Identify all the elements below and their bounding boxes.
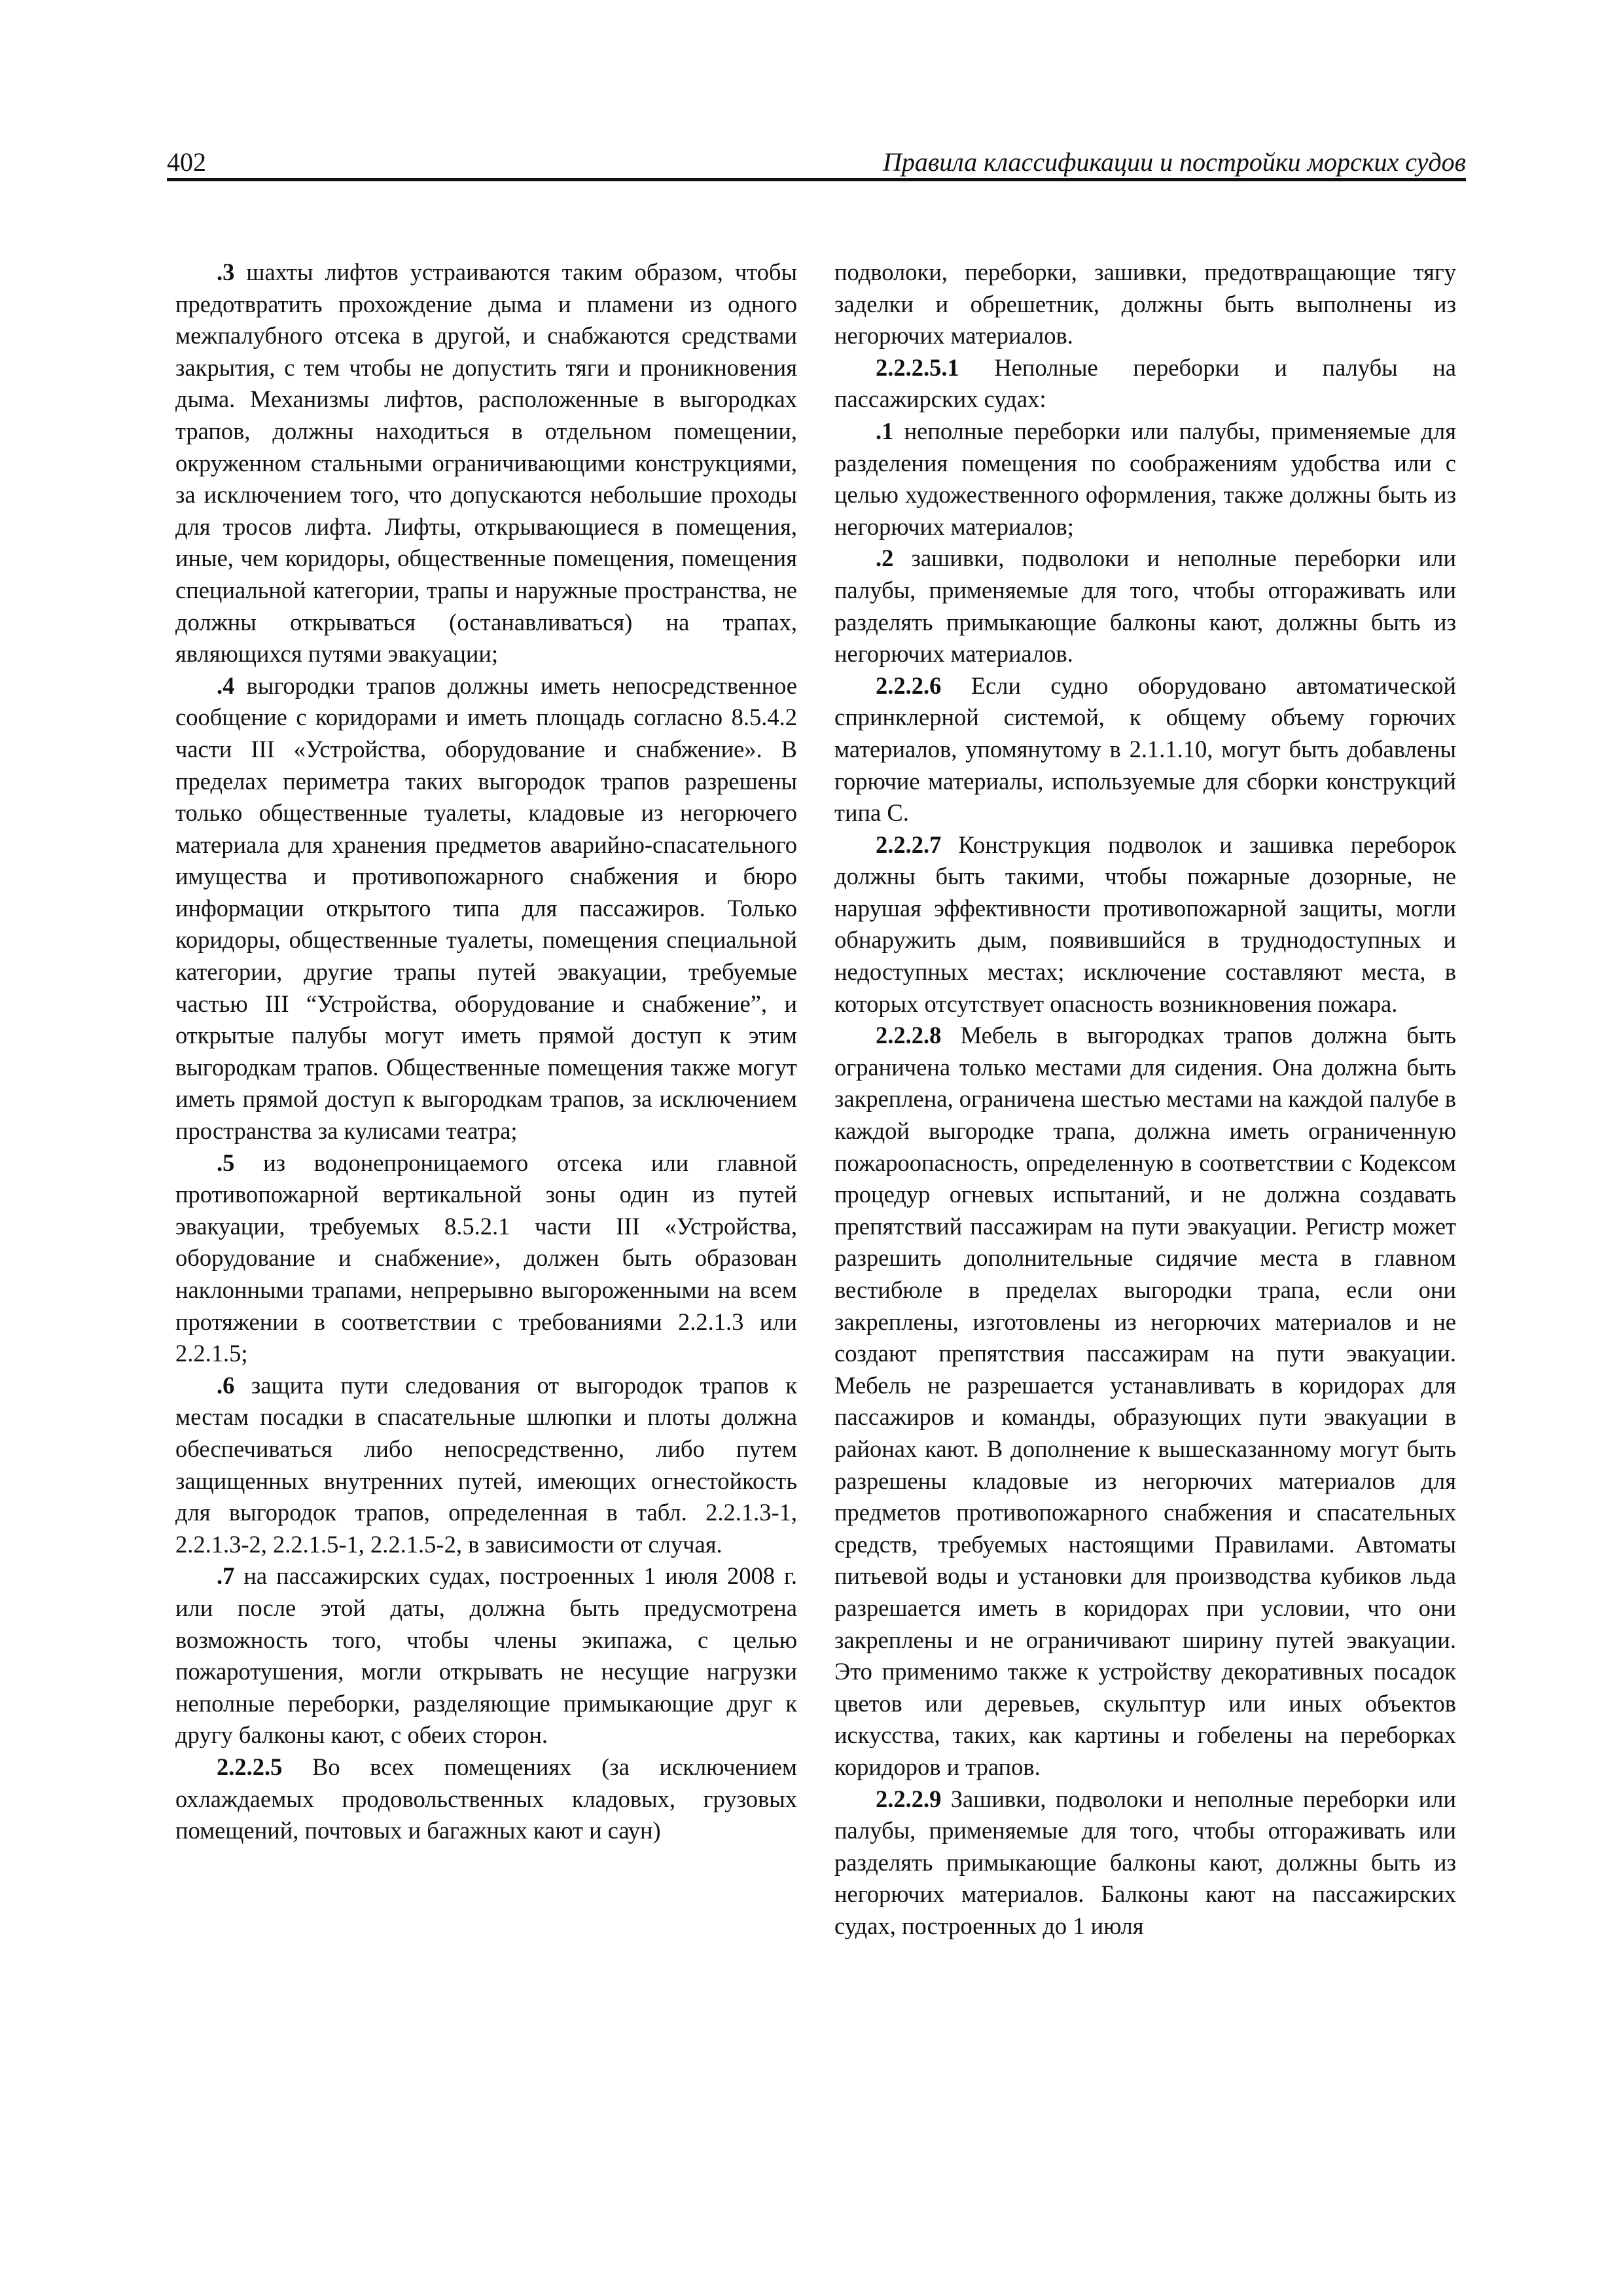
header-rule — [167, 178, 1466, 181]
left-column — [175, 257, 797, 1847]
running-title: Правила классификации и постройки морских судов — [882, 147, 1466, 177]
right-column — [834, 257, 1456, 1942]
paragraph-continuation: подволоки, переборки, зашивки, предотвращающие тягу заделки и обрешетник, должны быть выполнены из негорючих материалов. — [834, 259, 1456, 350]
paragraph: 2.2.2.5.1 Неполные переборки и палубы на пассажирских судах: — [834, 353, 1456, 413]
paragraph: .2 зашивки, подволоки и неполные переборки или палубы, применяемые для того, чтобы отгораживать или разделять примыкающие балконы кают, должны быть из негорючих материалов. — [834, 545, 1456, 668]
paragraph: 2.2.2.5 Во всех помещениях (за исключением охлаждаемых продовольственных кладовых, грузовых помещений, почтовых и багажных кают и саун) — [175, 1753, 797, 1844]
paragraph: .1 неполные переборки или палубы, применяемые для разделения помещения по соображениям удобства или с целью художественного оформления, также должны быть из негорючих материалов; — [834, 417, 1456, 540]
paragraph: 2.2.2.6 Если судно оборудовано автоматической спринклерной системой, к общему объему горючих материалов, упомянутому в 2.1.1.10, могут быть добавлены горючие материалы, используемые для сборки конструкций типа С. — [834, 672, 1456, 827]
paragraph: 2.2.2.8 Мебель в выгородках трапов должна быть ограничена только местами для сидения. Она должна быть закреплена, ограничена шестью местами на каждой палубе в каждой выгородке трапа, должна иметь ограниченную пожароопасность, определенную в соответствии с Кодексом процедур огневых испытаний, и не должна создавать препятствий пассажирам на пути эвакуации. Регистр может разрешить дополнительные сидячие места в главном вестибюле в пределах выгородки трапа, если они закреплены, изготовлены из негорючих материалов и не создают препятствия пассажирам на пути эвакуации. Мебель не разрешается устанавливать в коридорах для пассажиров и команды, образующих пути эвакуации в районах кают. В дополнение к вышесказанному могут быть разрешены кладовые из негорючих материалов для предметов противопожарного снабжения и спасательных средств, требуемых настоящими Правилами. Автоматы питьевой воды и установки для производства кубиков льда разрешается иметь в коридорах при условии, что они закреплены и не ограничивают ширину путей эвакуации. Это применимо также к устройству декоративных посадок цветов или деревьев, скульптур или иных объектов искусства, таких, как картины и гобелены на переборках коридоров и трапов. — [834, 1022, 1456, 1780]
paragraph: .7 на пассажирских судах, построенных 1 июля 2008 г. или после этой даты, должна быть предусмотрена возможность того, чтобы члены экипажа, с целью пожаротушения, могли открывать не несущие нагрузки неполные переборки, разделяющие примыкающие друг к другу балконы кают, с обеих сторон. — [175, 1562, 797, 1749]
paragraph: .6 защита пути следования от выгородок трапов к местам посадки в спасательные шлюпки и плоты должна обеспечиваться либо непосредственно, либо путем защищенных внутренних путей, имеющих огнестойкость для выгородок трапов, определенная в табл. 2.2.1.3-1, 2.2.1.3-2, 2.2.1.5-1, 2.2.1.5-2, в зависимости от случая. — [175, 1371, 797, 1558]
page-header — [167, 143, 1466, 179]
paragraph: .4 выгородки трапов должны иметь непосредственное сообщение с коридорами и иметь площадь согласно 8.5.4.2 части III «Устройства, оборудование и снабжение». В пределах периметра таких выгородок трапов разрешены только общественные туалеты, кладовые из негорючего материала для хранения предметов аварийно-спасательного имущества и противопожарного снабжения и бюро информации открытого типа для пассажиров. Только коридоры, общественные туалеты, помещения специальной категории, другие трапы путей эвакуации, требуемые частью III “Устройства, оборудование и снабжение”, и открытые палубы могут иметь прямой доступ к этим выгородкам трапов. Общественные помещения также могут иметь прямой доступ к выгородкам трапов, за исключением пространства за кулисами театра; — [175, 672, 797, 1145]
page-number: 402 — [167, 147, 206, 177]
paragraph: 2.2.2.9 Зашивки, подволоки и неполные переборки или палубы, применяемые для того, чтобы отгораживать или разделять примыкающие балконы кают, должны быть из негорючих материалов. Балконы кают на пассажирских судах, построенных до 1 июля — [834, 1785, 1456, 1939]
paragraph: .3 шахты лифтов устраиваются таким образом, чтобы предотвратить прохождение дыма и пламени из одного межпалубного отсека в другой, и снабжаются средствами закрытия, с тем чтобы не допустить тяги и проникновения дыма. Механизмы лифтов, расположенные в выгородках трапов, должны находиться в отдельном помещении, окруженном стальными ограничивающими конструкциями, за исключением того, что допускаются небольшие проходы для тросов лифта. Лифты, открывающиеся в помещения, иные, чем коридоры, общественные помещения, помещения специальной категории, трапы и наружные пространства, не должны открываться (останавливаться) на трапах, являющихся путями эвакуации; — [175, 259, 797, 668]
paragraph: 2.2.2.7 Конструкция подволок и зашивка переборок должны быть такими, чтобы пожарные дозорные, не нарушая эффективности противопожарной защиты, могли обнаружить дым, появившийся в труднодоступных и недоступных местах; исключение составляют места, в которых отсутствует опасность возникновения пожара. — [834, 831, 1456, 1017]
paragraph: .5 из водонепроницаемого отсека или главной противопожарной вертикальной зоны один из путей эвакуации, требуемых 8.5.2.1 части III «Устройства, оборудование и снабжение», должен быть образован наклонными трапами, непрерывно выгороженными на всем протяжении в соответствии с требованиями 2.2.1.3 или 2.2.1.5; — [175, 1149, 797, 1367]
